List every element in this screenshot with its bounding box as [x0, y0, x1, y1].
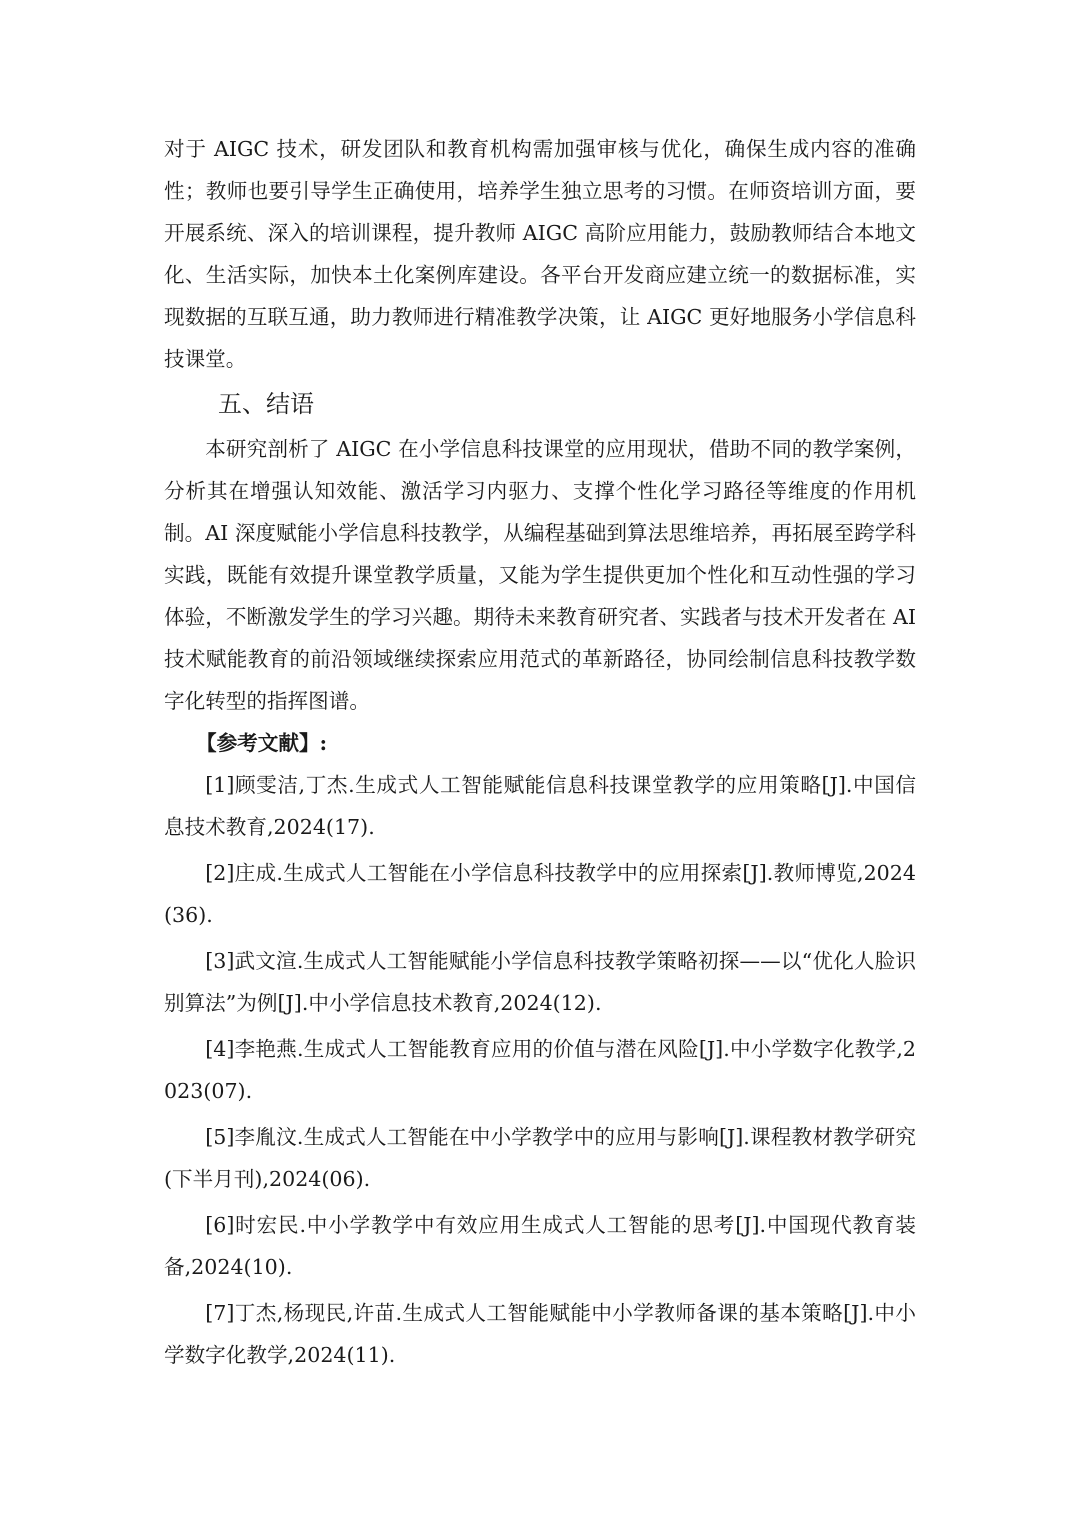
- reference-item-4: [4]李艳燕.生成式人工智能教育应用的价值与潜在风险[J].中小学数字化教学,2023(07).: [164, 1037, 916, 1103]
- references-heading: 【参考文献】:: [196, 731, 328, 755]
- reference-item-2: [2]庄成.生成式人工智能在小学信息科技教学中的应用探索[J].教师博览,2024(36).: [164, 861, 916, 927]
- conclusion-paragraph: 本研究剖析了 AIGC 在小学信息科技课堂的应用现状，借助不同的教学案例，分析其在增强认知效能、激活学习内驱力、支撑个性化学习路径等维度的作用机制。AI 深度赋能小学信息科技教学，从编程基础到算法思维培养，再拓展至跨学科实践，既能有效提升课堂教学质量，又能为学生提供更加个性化和互动性强的学习体验，不断激发学生的学习兴趣。期待未来教育研究者、实践者与技术开发者在 AI 技术赋能教育的前沿领域继续探索应用范式的革新路径，协同绘制信息科技教学数字化转型的指挥图谱。: [164, 437, 916, 713]
- reference-item-6: [6]时宏民.中小学教学中有效应用生成式人工智能的思考[J].中国现代教育装备,2024(10).: [164, 1213, 916, 1279]
- section-heading-conclusion: 五、结语: [218, 390, 314, 418]
- intro-paragraph: 对于 AIGC 技术，研发团队和教育机构需加强审核与优化，确保生成内容的准确性；教师也要引导学生正确使用，培养学生独立思考的习惯。在师资培训方面，要开展系统、深入的培训课程，提升教师 AIGC 高阶应用能力，鼓励教师结合本地文化、生活实际，加快本土化案例库建设。各平台开发商应建立统一的数据标准，实现数据的互联互通，助力教师进行精准教学决策，让 AIGC 更好地服务小学信息科技课堂。: [164, 137, 916, 371]
- reference-item-3: [3]武文渲.生成式人工智能赋能小学信息科技教学策略初探——以“优化人脸识别算法”为例[J].中小学信息技术教育,2024(12).: [164, 949, 916, 1015]
- reference-item-7: [7]丁杰,杨现民,许苗.生成式人工智能赋能中小学教师备课的基本策略[J].中小学数字化教学,2024(11).: [164, 1301, 916, 1367]
- reference-item-5: [5]李胤汶.生成式人工智能在中小学教学中的应用与影响[J].课程教材教学研究(下半月刊),2024(06).: [164, 1125, 916, 1191]
- reference-item-1: [1]顾雯洁,丁杰.生成式人工智能赋能信息科技课堂教学的应用策略[J].中国信息技术教育,2024(17).: [164, 773, 916, 839]
- reference-list: [164, 764, 916, 1376]
- document-page: [164, 128, 916, 1380]
